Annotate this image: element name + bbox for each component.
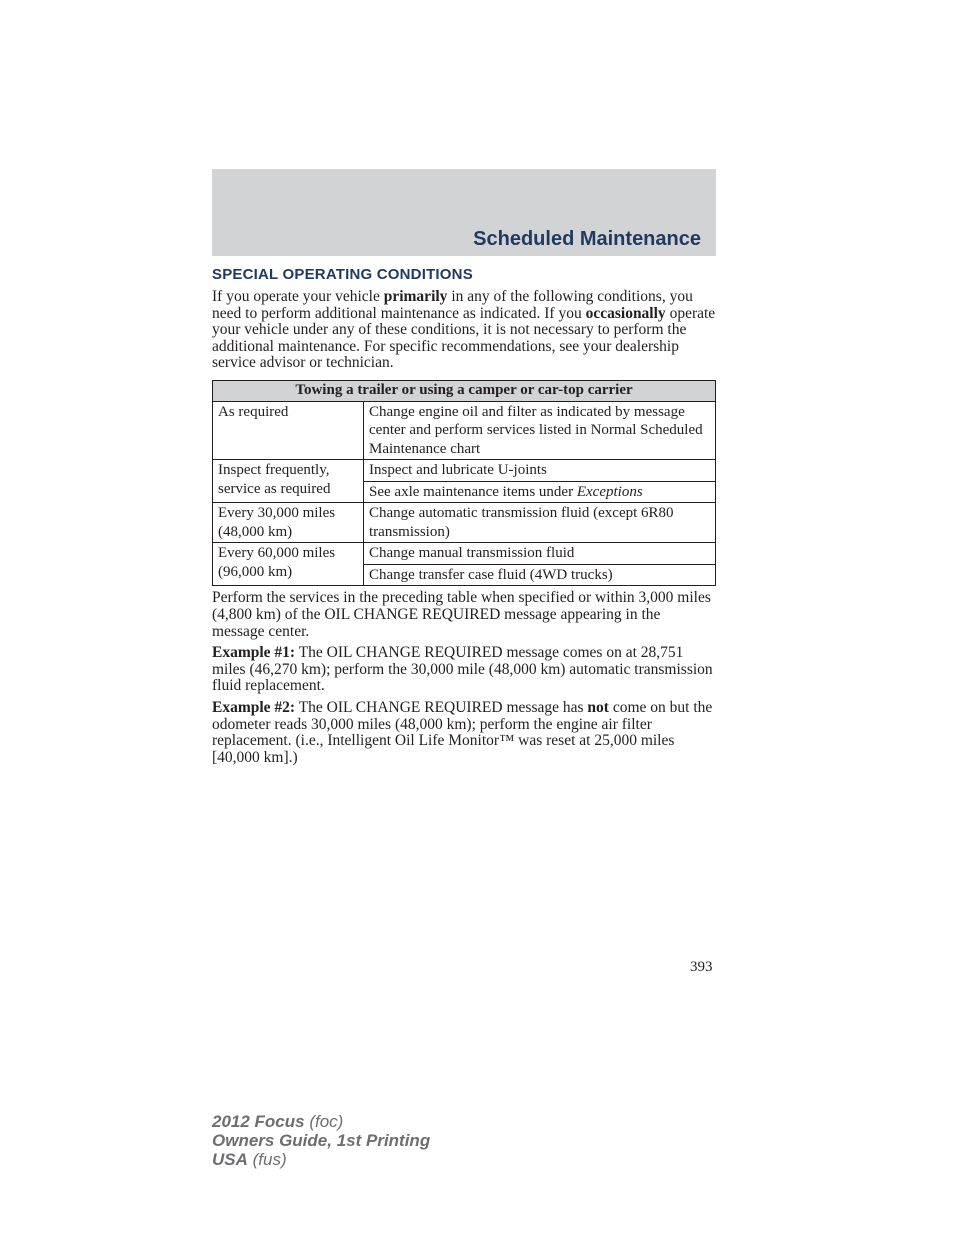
example-2-paragraph bbox=[212, 700, 716, 766]
main-content bbox=[212, 266, 716, 766]
intro-bold-occasionally: occasionally bbox=[585, 304, 666, 322]
footer-market: USA bbox=[212, 1150, 248, 1169]
footer-line-3 bbox=[212, 1150, 430, 1169]
intro-bold-primarily: primarily bbox=[383, 288, 448, 305]
footer-line-1 bbox=[212, 1112, 430, 1131]
example-2-text-1: The OIL CHANGE REQUIRED message has bbox=[295, 699, 588, 717]
after-table-paragraph: Perform the services in the preceding table when specified or within 3,000 miles (4,800 km) of the OIL CHANGE REQUIRED message appearing in the message center. bbox=[212, 589, 711, 640]
table-header-row bbox=[213, 380, 716, 401]
intro-text-3: operate your vehicle under any of these conditions, it is not necessary to perform the additional maintenance. For specific recommendations, see your dealership service advisor or technician. bbox=[212, 304, 716, 372]
table-header: Towing a trailer or using a camper or car-top carrier bbox=[213, 380, 716, 401]
table-row bbox=[213, 401, 716, 460]
example-2-text-2: come on but the odometer reads 30,000 miles (48,000 km); perform the engine air filter replacement. (i.e., Intelligent Oil Life Monitor™ was reset at 25,000 miles [40,000 km].) bbox=[212, 699, 713, 766]
page-header-title: Scheduled Maintenance bbox=[473, 228, 701, 250]
service-cell: Inspect and lubricate U-joints bbox=[364, 460, 716, 482]
intro-paragraph bbox=[212, 289, 716, 372]
towing-maintenance-table bbox=[212, 380, 716, 587]
table-row bbox=[213, 503, 716, 543]
service-text: See axle maintenance items under bbox=[369, 483, 577, 500]
service-cell: Change manual transmission fluid bbox=[364, 543, 716, 565]
service-cell bbox=[364, 481, 716, 503]
table-row bbox=[213, 460, 716, 482]
service-italic-exceptions: Exceptions bbox=[576, 483, 643, 500]
table-row bbox=[213, 543, 716, 565]
example-1-paragraph bbox=[212, 645, 716, 695]
footer bbox=[212, 1112, 430, 1169]
intro-text-2: in any of the following conditions, you need to perform additional maintenance as indicated. If you bbox=[212, 288, 693, 322]
intro-text-1: If you operate your vehicle bbox=[212, 288, 384, 305]
example-2-label: Example #2: bbox=[212, 699, 296, 717]
header-band bbox=[212, 169, 716, 256]
footer-line-2: Owners Guide, 1st Printing bbox=[212, 1131, 431, 1150]
page-number: 393 bbox=[690, 959, 713, 975]
example-2-bold-not: not bbox=[587, 699, 609, 717]
interval-cell: Inspect frequently, service as required bbox=[213, 460, 364, 503]
footer-market-code: (fus) bbox=[247, 1150, 287, 1169]
interval-cell: Every 30,000 miles (48,000 km) bbox=[213, 503, 364, 543]
service-cell: Change automatic transmission fluid (except 6R80 transmission) bbox=[364, 503, 716, 543]
service-cell: Change transfer case fluid (4WD trucks) bbox=[364, 564, 716, 586]
service-cell: Change engine oil and filter as indicated by message center and perform services listed in Normal Scheduled Maintenance chart bbox=[364, 401, 716, 460]
example-1-label: Example #1: bbox=[212, 644, 296, 662]
footer-model: 2012 Focus bbox=[212, 1112, 305, 1131]
section-heading: SPECIAL OPERATING CONDITIONS bbox=[212, 266, 473, 283]
footer-model-code: (foc) bbox=[304, 1112, 344, 1131]
interval-cell: As required bbox=[213, 401, 364, 460]
example-1-text: The OIL CHANGE REQUIRED message comes on at 28,751 miles (46,270 km); perform the 30,000 mile (48,000 km) automatic transmission fluid replacement. bbox=[212, 644, 713, 695]
interval-cell: Every 60,000 miles (96,000 km) bbox=[213, 543, 364, 586]
